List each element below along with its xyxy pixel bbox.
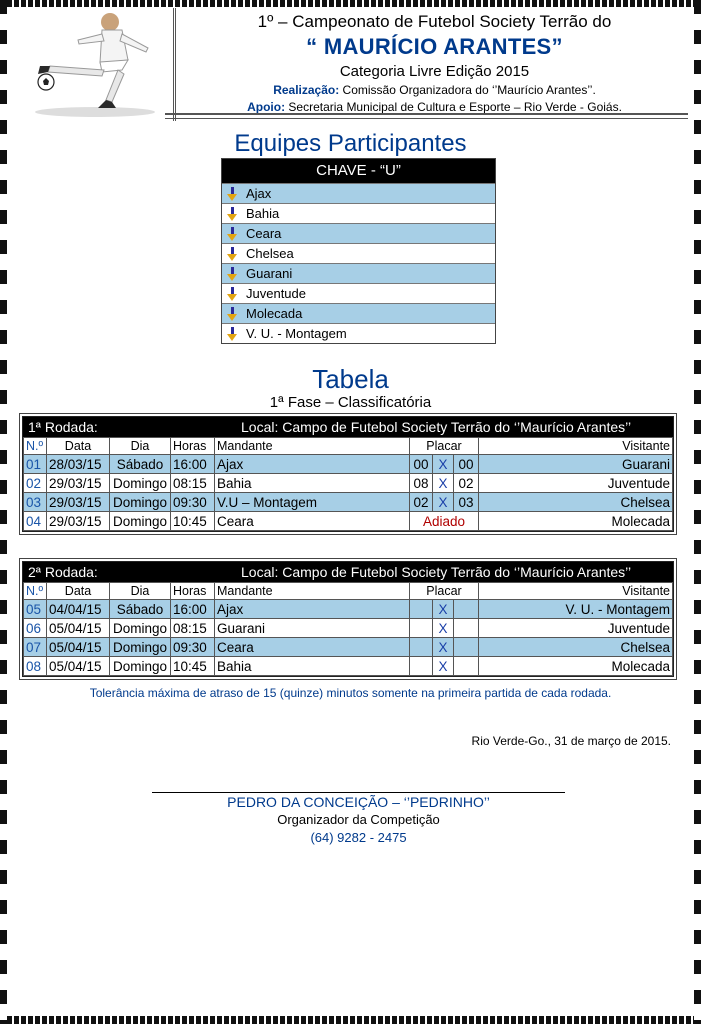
home-team: Ceara <box>215 512 410 531</box>
column-header-row <box>24 583 673 600</box>
match-day: Domingo <box>110 638 171 657</box>
arrow-down-icon <box>227 247 241 261</box>
arrow-down-icon <box>227 287 241 301</box>
team-item <box>222 183 495 203</box>
col-home: Mandante <box>215 583 410 600</box>
team-name: Molecada <box>246 306 303 321</box>
round-2-table <box>19 558 677 680</box>
realizacao-line <box>182 83 687 97</box>
teams-list <box>221 158 496 344</box>
away-score <box>454 638 479 657</box>
apoio-text: Secretaria Municipal de Cultura e Esporte – Rio Verde - Goiás. <box>285 100 622 114</box>
match-date: 28/03/15 <box>47 455 110 474</box>
col-day: Dia <box>110 438 171 455</box>
home-score <box>410 657 433 676</box>
round-label: 1ª Rodada: <box>28 419 98 435</box>
away-team: Molecada <box>479 657 673 676</box>
col-score: Placar <box>410 438 479 455</box>
match-hour: 10:45 <box>171 657 215 676</box>
match-number: 03 <box>24 493 47 512</box>
arrow-down-icon <box>227 187 241 201</box>
score-separator: X <box>433 474 454 493</box>
match-hour: 16:00 <box>171 600 215 619</box>
home-team: Guarani <box>215 619 410 638</box>
document-header <box>10 8 688 122</box>
round-header <box>23 562 673 582</box>
away-team: Chelsea <box>479 638 673 657</box>
apoio-label: Apoio: <box>247 100 286 114</box>
col-away: Visitante <box>479 438 673 455</box>
match-date: 05/04/15 <box>47 657 110 676</box>
match-row <box>24 455 673 474</box>
match-day: Sábado <box>110 600 171 619</box>
match-status: Adiado <box>410 512 479 531</box>
away-team: V. U. - Montagem <box>479 600 673 619</box>
match-number: 05 <box>24 600 47 619</box>
col-day: Dia <box>110 583 171 600</box>
signature-role: Organizador da Competição <box>277 812 440 827</box>
col-away: Visitante <box>479 583 673 600</box>
col-num: N.º <box>24 438 47 455</box>
championship-name: “ MAURÍCIO ARANTES” <box>306 34 563 59</box>
match-hour: 09:30 <box>171 493 215 512</box>
match-date: 29/03/15 <box>47 493 110 512</box>
team-name: Ajax <box>246 186 272 201</box>
score-separator: X <box>433 657 454 676</box>
realizacao-text: Comissão Organizadora do ‘’Maurício Arantes’’. <box>339 83 596 97</box>
team-item <box>222 203 495 223</box>
signature-phone: (64) 9282 - 2475 <box>310 830 407 845</box>
home-score <box>410 600 433 619</box>
matches-table <box>23 437 673 531</box>
home-score <box>410 638 433 657</box>
team-name: Bahia <box>246 206 280 221</box>
round-location: Local: Campo de Futebol Society Terrão do ‘’Maurício Arantes’’ <box>241 564 632 580</box>
team-name: V. U. - Montagem <box>246 326 347 341</box>
match-row <box>24 657 673 676</box>
match-day: Domingo <box>110 474 171 493</box>
home-team: Bahia <box>215 474 410 493</box>
away-score: 02 <box>454 474 479 493</box>
championship-title: 1º – Campeonato de Futebol Society Terrão do <box>257 12 612 31</box>
col-date: Data <box>47 583 110 600</box>
apoio-line <box>182 100 687 114</box>
round-1-table <box>19 413 677 535</box>
match-date: 05/04/15 <box>47 619 110 638</box>
home-score <box>410 619 433 638</box>
team-item <box>222 323 495 343</box>
home-team: Bahia <box>215 657 410 676</box>
round-label: 2ª Rodada: <box>28 564 98 580</box>
place-date: Rio Verde-Go., 31 de março de 2015. <box>471 734 671 748</box>
away-team: Chelsea <box>479 493 673 512</box>
away-score <box>454 600 479 619</box>
match-row <box>24 600 673 619</box>
col-hour: Horas <box>171 583 215 600</box>
arrow-down-icon <box>227 207 241 221</box>
team-name: Chelsea <box>246 246 294 261</box>
match-row <box>24 493 673 512</box>
match-number: 01 <box>24 455 47 474</box>
match-number: 06 <box>24 619 47 638</box>
match-date: 05/04/15 <box>47 638 110 657</box>
signature-name: PEDRO DA CONCEIÇÃO – ‘’PEDRINHO’’ <box>227 794 490 810</box>
match-day: Sábado <box>110 455 171 474</box>
arrow-down-icon <box>227 227 241 241</box>
match-day: Domingo <box>110 657 171 676</box>
score-separator: X <box>433 619 454 638</box>
category-edition: Categoria Livre Edição 2015 <box>339 63 530 80</box>
team-name: Guarani <box>246 266 293 281</box>
teams-section-title: Equipes Participantes <box>234 130 467 157</box>
home-team: V.U – Montagem <box>215 493 410 512</box>
match-row <box>24 619 673 638</box>
team-item <box>222 243 495 263</box>
col-num: N.º <box>24 583 47 600</box>
match-number: 04 <box>24 512 47 531</box>
home-score: 00 <box>410 455 433 474</box>
match-day: Domingo <box>110 512 171 531</box>
match-date: 04/04/15 <box>47 600 110 619</box>
match-day: Domingo <box>110 493 171 512</box>
score-separator: X <box>433 455 454 474</box>
match-row <box>24 474 673 493</box>
team-rows <box>222 183 495 343</box>
away-score <box>454 619 479 638</box>
match-row <box>24 638 673 657</box>
round-frame <box>22 561 674 677</box>
col-home: Mandante <box>215 438 410 455</box>
score-separator: X <box>433 493 454 512</box>
col-hour: Horas <box>171 438 215 455</box>
match-number: 08 <box>24 657 47 676</box>
header-divider <box>165 113 688 119</box>
home-team: Ajax <box>215 600 410 619</box>
score-separator: X <box>433 638 454 657</box>
match-number: 07 <box>24 638 47 657</box>
home-score: 08 <box>410 474 433 493</box>
matches-table <box>23 582 673 676</box>
away-score: 00 <box>454 455 479 474</box>
score-separator: X <box>433 600 454 619</box>
tolerance-note: Tolerância máxima de atraso de 15 (quinze) minutos somente na primeira partida de cada rodada. <box>89 686 612 700</box>
match-day: Domingo <box>110 619 171 638</box>
team-item <box>222 223 495 243</box>
team-item <box>222 283 495 303</box>
signature-line <box>152 792 565 793</box>
team-item <box>222 263 495 283</box>
arrow-down-icon <box>227 327 241 341</box>
soccer-player-icon <box>10 8 170 120</box>
match-date: 29/03/15 <box>47 512 110 531</box>
away-team: Guarani <box>479 455 673 474</box>
round-header <box>23 417 673 437</box>
team-name: Juventude <box>246 286 306 301</box>
match-date: 29/03/15 <box>47 474 110 493</box>
arrow-down-icon <box>227 267 241 281</box>
arrow-down-icon <box>227 307 241 321</box>
away-score <box>454 657 479 676</box>
soccer-player-image <box>10 8 176 121</box>
away-team: Molecada <box>479 512 673 531</box>
col-date: Data <box>47 438 110 455</box>
match-hour: 08:15 <box>171 619 215 638</box>
match-hour: 08:15 <box>171 474 215 493</box>
match-hour: 10:45 <box>171 512 215 531</box>
header-text <box>182 8 687 114</box>
away-team: Juventude <box>479 619 673 638</box>
away-team: Juventude <box>479 474 673 493</box>
home-team: Ajax <box>215 455 410 474</box>
round-location: Local: Campo de Futebol Society Terrão do ‘’Maurício Arantes’’ <box>241 419 632 435</box>
match-row <box>24 512 673 531</box>
home-team: Ceara <box>215 638 410 657</box>
col-score: Placar <box>410 583 479 600</box>
phase-subtitle: 1ª Fase – Classificatória <box>269 394 432 411</box>
realizacao-label: Realização: <box>273 83 340 97</box>
group-header: CHAVE - “U” <box>222 159 495 183</box>
round-frame <box>22 416 674 532</box>
table-section-title: Tabela <box>312 364 389 394</box>
away-score: 03 <box>454 493 479 512</box>
page-border-bottom <box>0 1016 701 1024</box>
page-border-top <box>0 0 701 7</box>
match-number: 02 <box>24 474 47 493</box>
home-score: 02 <box>410 493 433 512</box>
match-hour: 16:00 <box>171 455 215 474</box>
team-name: Ceara <box>246 226 282 241</box>
column-header-row <box>24 438 673 455</box>
team-item <box>222 303 495 323</box>
match-hour: 09:30 <box>171 638 215 657</box>
